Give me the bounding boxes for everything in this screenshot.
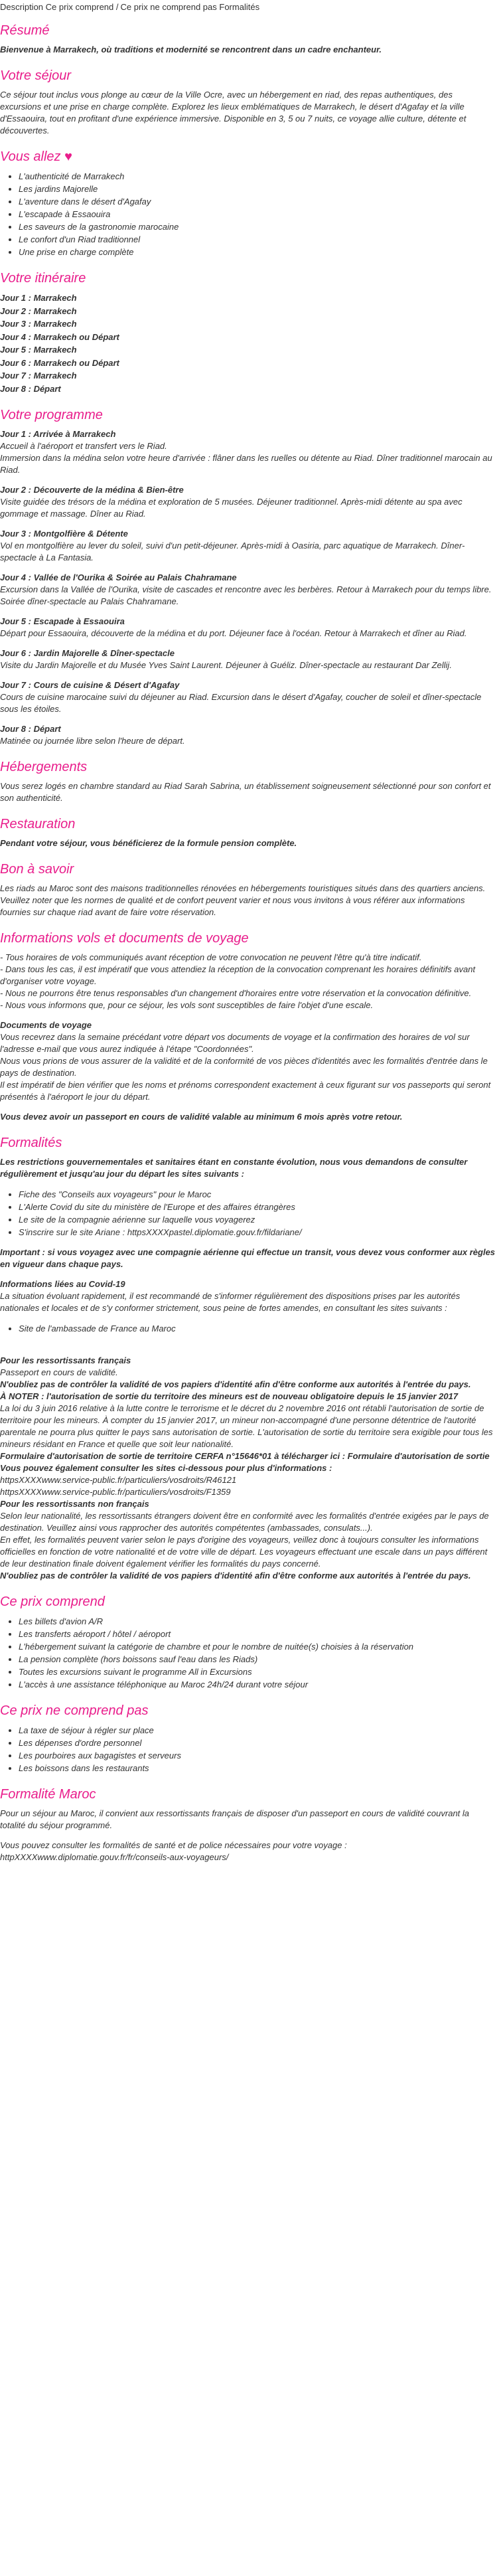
programme-day-text: Vol en montgolfière au lever du soleil, suivi d'un petit-déjeuner. Après-midi à Oasiria, parc aquatique de Marrakech. Dîner-spectacle à La Fantasia. bbox=[0, 541, 465, 562]
list-item[interactable]: • L'Alerte Covid du site du ministère de l'Europe et des affaires étrangères bbox=[19, 1201, 496, 1213]
docs-line: Vous recevrez dans la semaine précédant votre départ vos documents de voyage et la confirmation des horaires de vol sur l'adresse e-mail que vous aurez indiquée à l'étape "Coordonnées". bbox=[0, 1032, 470, 1054]
list-item: • Les pourboires aux bagagistes et serveurs bbox=[19, 1749, 496, 1762]
docs-line: Nous vous prions de vous assurer de la validité et de la conformité de vos pièces d'identités avec les formalités d'entrée dans le pays de destination. bbox=[0, 1056, 488, 1078]
docs-title: Documents de voyage bbox=[0, 1020, 92, 1030]
fr-title: Pour les ressortissants français bbox=[0, 1355, 131, 1365]
fr-line: N'oubliez pas de contrôler la validité de vos papiers d'identité afin d'être conforme aux autorités à l'entrée du pays. bbox=[0, 1379, 471, 1389]
passport-note: Vous devez avoir un passeport en cours de validité valable au minimum 6 mois après votre retour. bbox=[0, 1112, 403, 1122]
info-link[interactable]: httpsXXXXwww.service-public.fr/particuliers/vosdroits/R46121 bbox=[0, 1475, 237, 1485]
nav-includes[interactable]: Ce prix comprend bbox=[45, 2, 114, 12]
list-item: • L'hébergement suivant la catégorie de chambre et pour le nombre de nuitée(s) choisies à la réservation bbox=[19, 1640, 496, 1653]
nav-description[interactable]: Description bbox=[0, 2, 44, 12]
list-item: • Les boissons dans les restaurants bbox=[19, 1762, 496, 1774]
covid-title: Informations liées au Covid-19 bbox=[0, 1279, 125, 1289]
programme-day bbox=[0, 428, 496, 476]
comprend-list bbox=[0, 1615, 496, 1691]
list-item[interactable]: • S'inscrire sur le site Ariane : httpsXXXXpastel.diplomatie.gouv.fr/fildariane/ bbox=[19, 1226, 496, 1239]
itineraire-day: Jour 8 : Départ bbox=[0, 383, 61, 394]
itineraire-day: Jour 5 : Marrakech bbox=[0, 345, 77, 355]
minors-title: À NOTER : l'autorisation de sortie du territoire des mineurs est de nouveau obligatoire depuis le 15 janvier 2017 bbox=[0, 1391, 459, 1401]
list-item: • Les jardins Majorelle bbox=[19, 183, 496, 195]
hebergements-title: Hébergements bbox=[0, 760, 88, 774]
list-item: • Une prise en charge complète bbox=[19, 246, 496, 258]
infos-line: - Nous ne pourrons être tenus responsables d'un changement d'horaires entre votre réservation et la convocation définitive. bbox=[0, 988, 472, 998]
programme-day bbox=[0, 528, 496, 564]
maroc-block bbox=[0, 1840, 496, 1863]
nonfr-text: En effet, les formalités peuvent varier selon le pays d'origine des voyageurs, veillez donc à toujours consulter les informations officielles en fonction de votre nationalité et de votre ville de départ. Les voyageurs effectuant une escale dans un pays différent de leur destination finale doivent également vérifier les formalités du pays concerné. bbox=[0, 1535, 488, 1569]
list-item: • L'aventure dans le désert d'Agafay bbox=[19, 195, 496, 208]
infos-lines bbox=[0, 952, 496, 1011]
programme-day-title: Jour 1 : Arrivée à Marrakech bbox=[0, 429, 116, 439]
itineraire-day: Jour 6 : Marrakech ou Départ bbox=[0, 357, 119, 368]
maroc-text: Vous pouvez consulter les formalités de santé et de police nécessaires pour votre voyage : bbox=[0, 1840, 347, 1850]
list-item: • La taxe de séjour à régler sur place bbox=[19, 1724, 496, 1737]
nonfr-text: Selon leur nationalité, les ressortissants étrangers doivent être en conformité avec les formalités d'entrée exigées par le pays de destination. Veuillez ainsi vous rapprocher des autorités compétentes (ambassades, consulats...). bbox=[0, 1511, 489, 1533]
formalites-title: Formalités bbox=[0, 1136, 62, 1150]
list-item: • Le confort d'un Riad traditionnel bbox=[19, 233, 496, 246]
sejour-title: Votre séjour bbox=[0, 68, 72, 83]
non-comprend-title: Ce prix ne comprend pas bbox=[0, 1703, 149, 1718]
formalites-sites bbox=[0, 1188, 496, 1239]
list-item[interactable]: • Le site de la compagnie aérienne sur laquelle vous voyagerez bbox=[19, 1213, 496, 1226]
nonfr-text: N'oubliez pas de contrôler la validité de vos papiers d'identité afin d'être conforme aux autorités à l'entrée du pays. bbox=[0, 1571, 471, 1581]
programme-day-title: Jour 2 : Découverte de la médina & Bien-être bbox=[0, 485, 184, 495]
docs-block bbox=[0, 1019, 496, 1103]
minors-text: La loi du 3 juin 2016 relative à la lutte contre le terrorisme et le décret du 2 novembre 2016 ont rétabli l'autorisation de sortie de territoire pour les mineurs. À compter du 15 janvier 2017, un mineur non-accompagné d'une personne détentrice de l'autorité parentale ne pourra plus quitter le pays sans autorisation de sortie. L'autorisation de sortie du territoire sera exigible pour tous les mineurs résidant en France et quelle que soit leur nationalité. bbox=[0, 1403, 493, 1449]
itineraire-list bbox=[0, 292, 496, 395]
list-item: • La pension complète (hors boissons sauf l'eau dans les Riads) bbox=[19, 1653, 496, 1666]
list-item: • Les dépenses d'ordre personnel bbox=[19, 1737, 496, 1749]
list-item: • L'escapade à Essaouira bbox=[19, 208, 496, 220]
list-item: • L'accès à une assistance téléphonique au Maroc 24h/24 durant votre séjour bbox=[19, 1678, 496, 1691]
programme-day-text: Cours de cuisine marocaine suivi du déjeuner au Riad. Excursion dans le désert d'Agafay, coucher de soleil et dîner-spectacle sous les étoiles. bbox=[0, 692, 482, 714]
restauration-title: Restauration bbox=[0, 817, 76, 831]
itineraire-day: Jour 7 : Marrakech bbox=[0, 371, 77, 381]
info-link[interactable]: httpsXXXXwww.service-public.fr/particuliers/vosdroits/F1359 bbox=[0, 1487, 231, 1497]
nav-excludes[interactable]: Ce prix ne comprend pas bbox=[120, 2, 217, 12]
programme-list bbox=[0, 428, 496, 747]
programme-day-title: Jour 4 : Vallée de l'Ourika & Soirée au Palais Chahramane bbox=[0, 572, 237, 582]
list-item: • Les transferts aéroport / hôtel / aéroport bbox=[19, 1628, 496, 1640]
programme-day-text: Visite guidée des trésors de la médina et exploration de 5 musées. Déjeuner traditionnel. Après-midi détente au spa avec gommage et massage. Dîner au Riad. bbox=[0, 497, 463, 519]
heart-icon: ♥ bbox=[64, 149, 72, 164]
list-item: • Les billets d'avion A/R bbox=[19, 1615, 496, 1628]
nonfr-title: Pour les ressortissants non français bbox=[0, 1499, 149, 1509]
programme-day-title: Jour 6 : Jardin Majorelle & Dîner-spectacle bbox=[0, 648, 175, 658]
maroc-title: Formalité Maroc bbox=[0, 1787, 96, 1802]
infos-title: Informations vols et documents de voyage bbox=[0, 931, 249, 946]
programme-day bbox=[0, 647, 496, 671]
programme-day-title: Jour 7 : Cours de cuisine & Désert d'Agafay bbox=[0, 680, 180, 690]
more-info: Vous pouvez également consulter les sites ci-dessous pour plus d'informations : bbox=[0, 1463, 332, 1473]
list-item: • L'authenticité de Marrakech bbox=[19, 170, 496, 183]
programme-day-title: Jour 3 : Montgolfière & Détente bbox=[0, 529, 128, 539]
covid-sites bbox=[0, 1322, 496, 1335]
programme-day-text: Matinée ou journée libre selon l'heure de départ. bbox=[0, 736, 185, 746]
nav-formalities[interactable]: Formalités bbox=[219, 2, 260, 12]
savoir-text: Les riads au Maroc sont des maisons traditionnelles rénovées en hébergements touristiques situés dans des quartiers anciens. Veuillez noter que les normes de qualité et de confort peuvent varier et nous vous invitons à vous référer aux informations fournies sur chaque riad avant de faire votre réservation. bbox=[0, 883, 486, 917]
formalites-intro: Les restrictions gouvernementales et sanitaires étant en constante évolution, nous vous demandons de consulter régulièrement et jusqu'au jour du départ les sites suivants : bbox=[0, 1157, 468, 1179]
itineraire-day: Jour 2 : Marrakech bbox=[0, 305, 77, 316]
infos-line: - Dans tous les cas, il est impératif que vous attendiez la réception de la convocation comprenant les horaires définitifs avant d'organiser votre voyage. bbox=[0, 964, 476, 986]
infos-line: - Tous horaires de vols communiqués avant réception de votre convocation ne peuvent l'être qu'à titre indicatif. bbox=[0, 952, 422, 962]
programme-day bbox=[0, 679, 496, 715]
covid-text: La situation évoluant rapidement, il est recommandé de s'informer régulièrement des dispositions prises par les autorités nationales et locales et de s'y conformer strictement, sous peine de fortes amendes, en consultant les sites suivants : bbox=[0, 1291, 461, 1313]
savoir-title: Bon à savoir bbox=[0, 862, 74, 877]
list-item: • Toutes les excursions suivant le programme All in Excursions bbox=[19, 1666, 496, 1678]
allez-list bbox=[0, 170, 496, 258]
itineraire-day: Jour 3 : Marrakech bbox=[0, 319, 77, 329]
programme-day bbox=[0, 723, 496, 747]
non-comprend-list bbox=[0, 1724, 496, 1774]
resume-text: Bienvenue à Marrakech, où traditions et modernité se rencontrent dans un cadre enchanteur. bbox=[0, 44, 382, 54]
programme-day-text: Excursion dans la Vallée de l'Ourika, visite de cascades et rencontre avec les berbères. Retour à Marrakech pour du temps libre. Soirée dîner-spectacle au Palais Chahramane. bbox=[0, 584, 492, 606]
itineraire-title: Votre itinéraire bbox=[0, 271, 86, 286]
itineraire-day: Jour 1 : Marrakech bbox=[0, 293, 77, 303]
programme-day-text: Visite du Jardin Majorelle et du Musée Yves Saint Laurent. Déjeuner à Guéliz. Dîner-spectacle au restaurant Dar Zellij. bbox=[0, 660, 452, 670]
allez-title bbox=[0, 149, 496, 165]
allez-title-text: Vous allez bbox=[0, 149, 61, 164]
comprend-title: Ce prix comprend bbox=[0, 1594, 105, 1609]
formalites-important: Important : si vous voyagez avec une compagnie aérienne qui effectue un transit, vous devez vous conformer aux règles en vigueur dans chaque pays. bbox=[0, 1247, 496, 1269]
programme-day bbox=[0, 484, 496, 520]
infos-line: - Nous vous informons que, pour ce séjour, les vols sont susceptibles de faire l'objet d'une escale. bbox=[0, 1000, 374, 1010]
fr-line: Passeport en cours de validité. bbox=[0, 1367, 118, 1377]
programme-day bbox=[0, 616, 496, 640]
programme-day-title: Jour 5 : Escapade à Essaouira bbox=[0, 616, 125, 626]
programme-title: Votre programme bbox=[0, 408, 103, 422]
programme-day bbox=[0, 572, 496, 608]
fr-block bbox=[0, 1355, 496, 1582]
hebergements-text: Vous serez logés en chambre standard au Riad Sarah Sabrina, un établissement soigneusement sélectionné pour son confort et son authenticité. bbox=[0, 781, 491, 803]
nav-separator: / bbox=[115, 2, 119, 12]
resume-title: Résumé bbox=[0, 23, 50, 38]
list-item[interactable]: • Site de l'ambassade de France au Maroc bbox=[19, 1322, 496, 1335]
list-item[interactable]: • Fiche des "Conseils aux voyageurs" pour le Maroc bbox=[19, 1188, 496, 1201]
itineraire-day: Jour 4 : Marrakech ou Départ bbox=[0, 331, 119, 342]
sejour-text: Ce séjour tout inclus vous plonge au cœur de la Ville Ocre, avec un hébergement en riad, des repas authentiques, des excursions et une prise en charge complète. Explorez les lieux emblématiques de Marrakech, le désert d'Agafay et la ville d'Essaouira, tout en profitant d'une expérience immersive. Disponible en 3, 5 ou 7 nuits, ce voyage allie culture, détente et découvertes. bbox=[0, 90, 467, 135]
maroc-link[interactable]: httpXXXXwww.diplomatie.gouv.fr/fr/conseils-aux-voyageurs/ bbox=[0, 1852, 229, 1862]
programme-day-text: Accueil à l'aéroport et transfert vers le Riad. Immersion dans la médina selon votre heure d'arrivée : flâner dans les ruelles ou détente au Riad. Dîner traditionnel marocain au Riad. bbox=[0, 441, 492, 475]
maroc-text: Pour un séjour au Maroc, il convient aux ressortissants français de disposer d'un passeport en cours de validité couvrant la totalité du séjour programmé. bbox=[0, 1808, 470, 1830]
form-label[interactable]: Formulaire d'autorisation de sortie de territoire CERFA n°15646*01 à télécharger ici : Formulaire d'autorisation de sortie bbox=[0, 1451, 490, 1461]
docs-line: Il est impératif de bien vérifier que les noms et prénoms correspondent exactement à ceux figurant sur vos passeports qui seront présentés à l'aéroport le jour du départ. bbox=[0, 1080, 491, 1102]
top-nav bbox=[0, 1, 496, 13]
programme-day-title: Jour 8 : Départ bbox=[0, 724, 61, 734]
covid-block bbox=[0, 1278, 496, 1314]
programme-day-text: Départ pour Essaouira, découverte de la médina et du port. Déjeuner face à l'océan. Retour à Marrakech et dîner au Riad. bbox=[0, 628, 467, 638]
list-item: • Les saveurs de la gastronomie marocaine bbox=[19, 220, 496, 233]
restauration-text: Pendant votre séjour, vous bénéficierez de la formule pension complète. bbox=[0, 838, 297, 848]
